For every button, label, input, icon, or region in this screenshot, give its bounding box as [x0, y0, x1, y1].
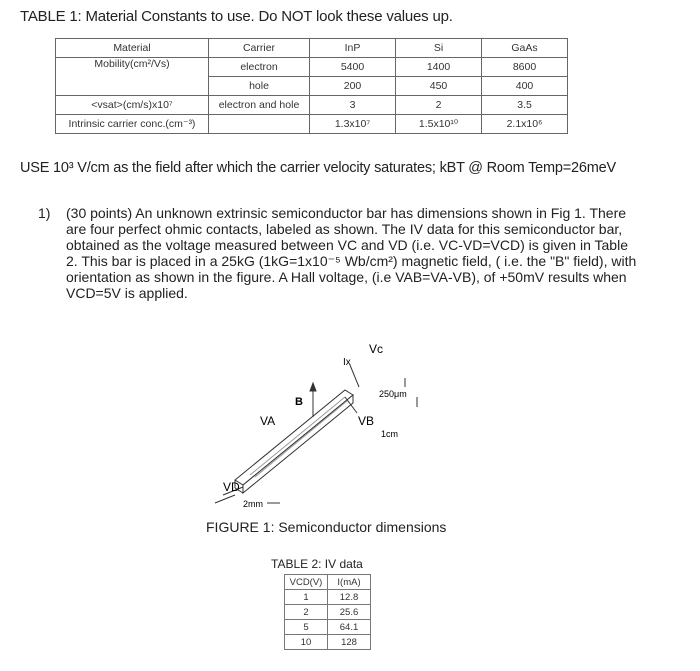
problem-1	[38, 205, 638, 301]
label-thickness: 2mm	[243, 499, 263, 509]
label-va: VA	[260, 414, 276, 428]
table-cell: 5	[285, 620, 328, 635]
table-row	[285, 620, 371, 635]
table-cell: 5400	[310, 58, 396, 77]
table-cell: 64.1	[328, 620, 371, 635]
table-row	[285, 575, 371, 590]
figure-1-diagram	[195, 335, 455, 525]
table-cell: 3.5	[482, 96, 568, 115]
table-cell: 1	[285, 590, 328, 605]
table-cell: 2	[285, 605, 328, 620]
label-i: Ix	[343, 357, 351, 368]
table-header: Material	[56, 39, 209, 58]
problem-text: (30 points) An unknown extrinsic semiconductor bar has dimensions shown in Fig 1. There are four perfect ohmic contacts, labeled as shown. The IV data for this semiconductor bar, obtained as the voltage measured between VC and VD (i.e. VC-VD=VCD) is given in Table 2. This bar is placed in a 25kG (1kG=1x10⁻⁵ Wb/cm²) magnetic field, ( i.e. the "B" field), with orientation as shown in the figure. A Hall voltage, (i.e VAB=VA-VB), of +50mV results when VCD=5V is applied.	[66, 205, 637, 301]
figure-1-caption: FIGURE 1: Semiconductor dimensions	[206, 519, 447, 535]
table-cell: Intrinsic carrier conc.(cm⁻³)	[56, 115, 209, 134]
table-cell: 450	[396, 77, 482, 96]
label-vd: VD	[223, 480, 240, 494]
table-cell: 200	[310, 77, 396, 96]
table-cell: 128	[328, 635, 371, 650]
table-header: Si	[396, 39, 482, 58]
table-header: I(mA)	[328, 575, 371, 590]
table-cell: 12.8	[328, 590, 371, 605]
label-b: B	[295, 396, 303, 408]
table-cell: 25.6	[328, 605, 371, 620]
dimension-width	[405, 378, 417, 407]
table-row	[56, 115, 568, 134]
table-header: InP	[310, 39, 396, 58]
table-row	[56, 96, 568, 115]
table2-title: TABLE 2: IV data	[271, 557, 363, 571]
table-header: VCD(V)	[285, 575, 328, 590]
table-cell: <vsat>(cm/s)x10⁷	[56, 96, 209, 115]
material-constants-table	[55, 38, 568, 134]
magnetic-field-arrow	[310, 383, 316, 417]
table-cell	[209, 115, 310, 134]
table-cell: Mobility(cm²/Vs)	[56, 58, 209, 96]
label-length: 1cm	[381, 429, 399, 439]
table-row	[285, 635, 371, 650]
table-cell: 10	[285, 635, 328, 650]
table-cell: electron and hole	[209, 96, 310, 115]
table-header: GaAs	[482, 39, 568, 58]
table-cell: 8600	[482, 58, 568, 77]
table-cell: 2.1x10⁶	[482, 115, 568, 134]
label-width: 250μm	[379, 389, 407, 399]
table-cell: electron	[209, 58, 310, 77]
table-cell: 2	[396, 96, 482, 115]
current-arrow	[350, 365, 359, 387]
table1-title: TABLE 1: Material Constants to use. Do NOT look these values up.	[20, 8, 453, 25]
table-cell: 400	[482, 77, 568, 96]
label-vc: Vc	[369, 342, 384, 356]
table-cell: 1.3x10⁷	[310, 115, 396, 134]
table-row	[285, 605, 371, 620]
label-vb: VB	[358, 414, 375, 428]
table-row	[285, 590, 371, 605]
table-cell: 3	[310, 96, 396, 115]
iv-data-table	[284, 574, 371, 650]
problem-number: 1)	[38, 205, 51, 221]
table-row	[56, 39, 568, 58]
table-cell: 1400	[396, 58, 482, 77]
field-note: USE 10³ V/cm as the field after which the carrier velocity saturates; kBT @ Room Temp=26meV	[20, 160, 616, 176]
table-header: Carrier	[209, 39, 310, 58]
table-cell: 1.5x10¹⁰	[396, 115, 482, 134]
semiconductor-bar	[235, 390, 353, 493]
table-cell: hole	[209, 77, 310, 96]
